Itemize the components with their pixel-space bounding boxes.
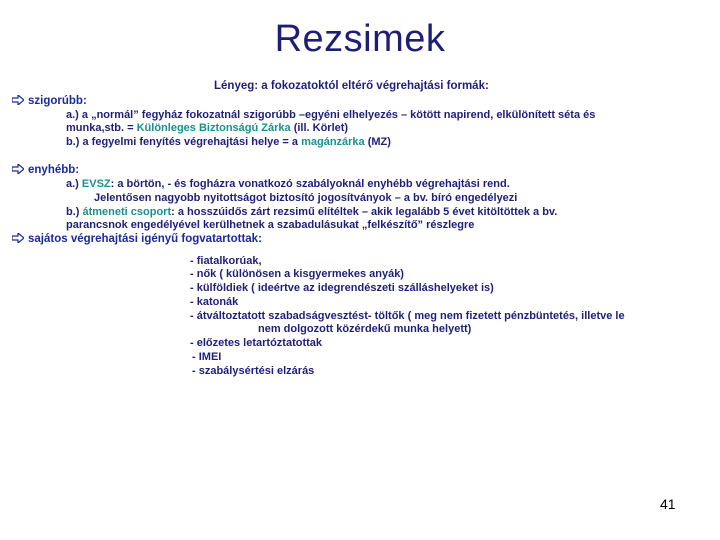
arrow-bullet-icon <box>12 163 24 177</box>
enyhebb-a-line1 <box>66 177 510 191</box>
list-item: - szabálysértési elzárás <box>192 365 315 377</box>
text-run: (ill. Körlet) <box>290 122 349 134</box>
list-item: - előzetes letartóztatottak <box>190 337 323 349</box>
enyhebb-b-line2: parancsnok engedélyével kerülhetnek a szabadulásukat „felkészítő” részlegre <box>66 219 475 231</box>
text-run: a.) <box>66 178 82 190</box>
list-item: - nők ( különösen a kisgyermekes anyák) <box>190 268 404 280</box>
szigorubb-b-line <box>66 135 391 149</box>
section-heading-text: szigorúbb: <box>28 95 87 107</box>
szigorubb-a-line2 <box>66 121 348 135</box>
section-heading-text: sajátos végrehajtási igényű fogvatartottak: <box>28 233 262 245</box>
text-run: b.) <box>66 206 83 218</box>
page-number: 41 <box>660 496 676 512</box>
arrow-bullet-icon <box>12 232 24 246</box>
highlight-term: Különleges Biztonságú Zárka <box>136 122 291 134</box>
text-run: : a hosszúidős zárt rezsimű elítéltek – akik legalább 5 évet kitöltöttek a bv. <box>171 206 558 218</box>
text-run: munka,stb. = <box>66 122 137 134</box>
slide-subtitle: Lényeg: a fokozatoktól eltérő végrehajtási formák: <box>214 80 489 92</box>
section-szigorubb-heading <box>12 94 87 108</box>
arrow-bullet-icon <box>12 94 24 108</box>
list-item: - IMEI <box>192 351 222 363</box>
list-item-continuation: nem dolgozott közérdekű munka helyett) <box>258 323 472 335</box>
list-item: - fiatalkorúak, <box>190 255 262 267</box>
szigorubb-a-line1: a.) a „normál” fegyház fokozatnál szigorúbb –egyéni elhelyezés – kötött napirend, elkülönített séta és <box>66 109 596 121</box>
list-item: - külföldiek ( ideértve az idegrendészeti szálláshelyeket is) <box>190 282 494 294</box>
list-item: - katonák <box>190 296 239 308</box>
highlight-term: átmeneti csoport <box>82 206 172 218</box>
text-run: : a börtön, - és fogházra vonatkozó szabályoknál enyhébb végrehajtási rend. <box>110 178 510 190</box>
highlight-term: EVSZ <box>81 178 111 190</box>
section-enyhebb-heading <box>12 163 79 177</box>
slide-title: Rezsimek <box>274 18 446 60</box>
highlight-term: magánzárka <box>301 136 365 148</box>
text-run: (MZ) <box>364 136 391 148</box>
enyhebb-b-line1 <box>66 205 557 219</box>
section-heading-text: enyhébb: <box>28 164 80 176</box>
enyhebb-a-line2: Jelentősen nagyobb nyitottságot biztosító jogosítványok – a bv. bíró engedélyezi <box>94 192 518 204</box>
section-sajatos-heading <box>12 232 262 246</box>
text-run: b.) a fegyelmi fenyítés végrehajtási helye = a <box>66 136 302 148</box>
list-item: - átváltoztatott szabadságvesztést- töltők ( meg nem fizetett pénzbüntetés, illetve le <box>190 310 625 322</box>
